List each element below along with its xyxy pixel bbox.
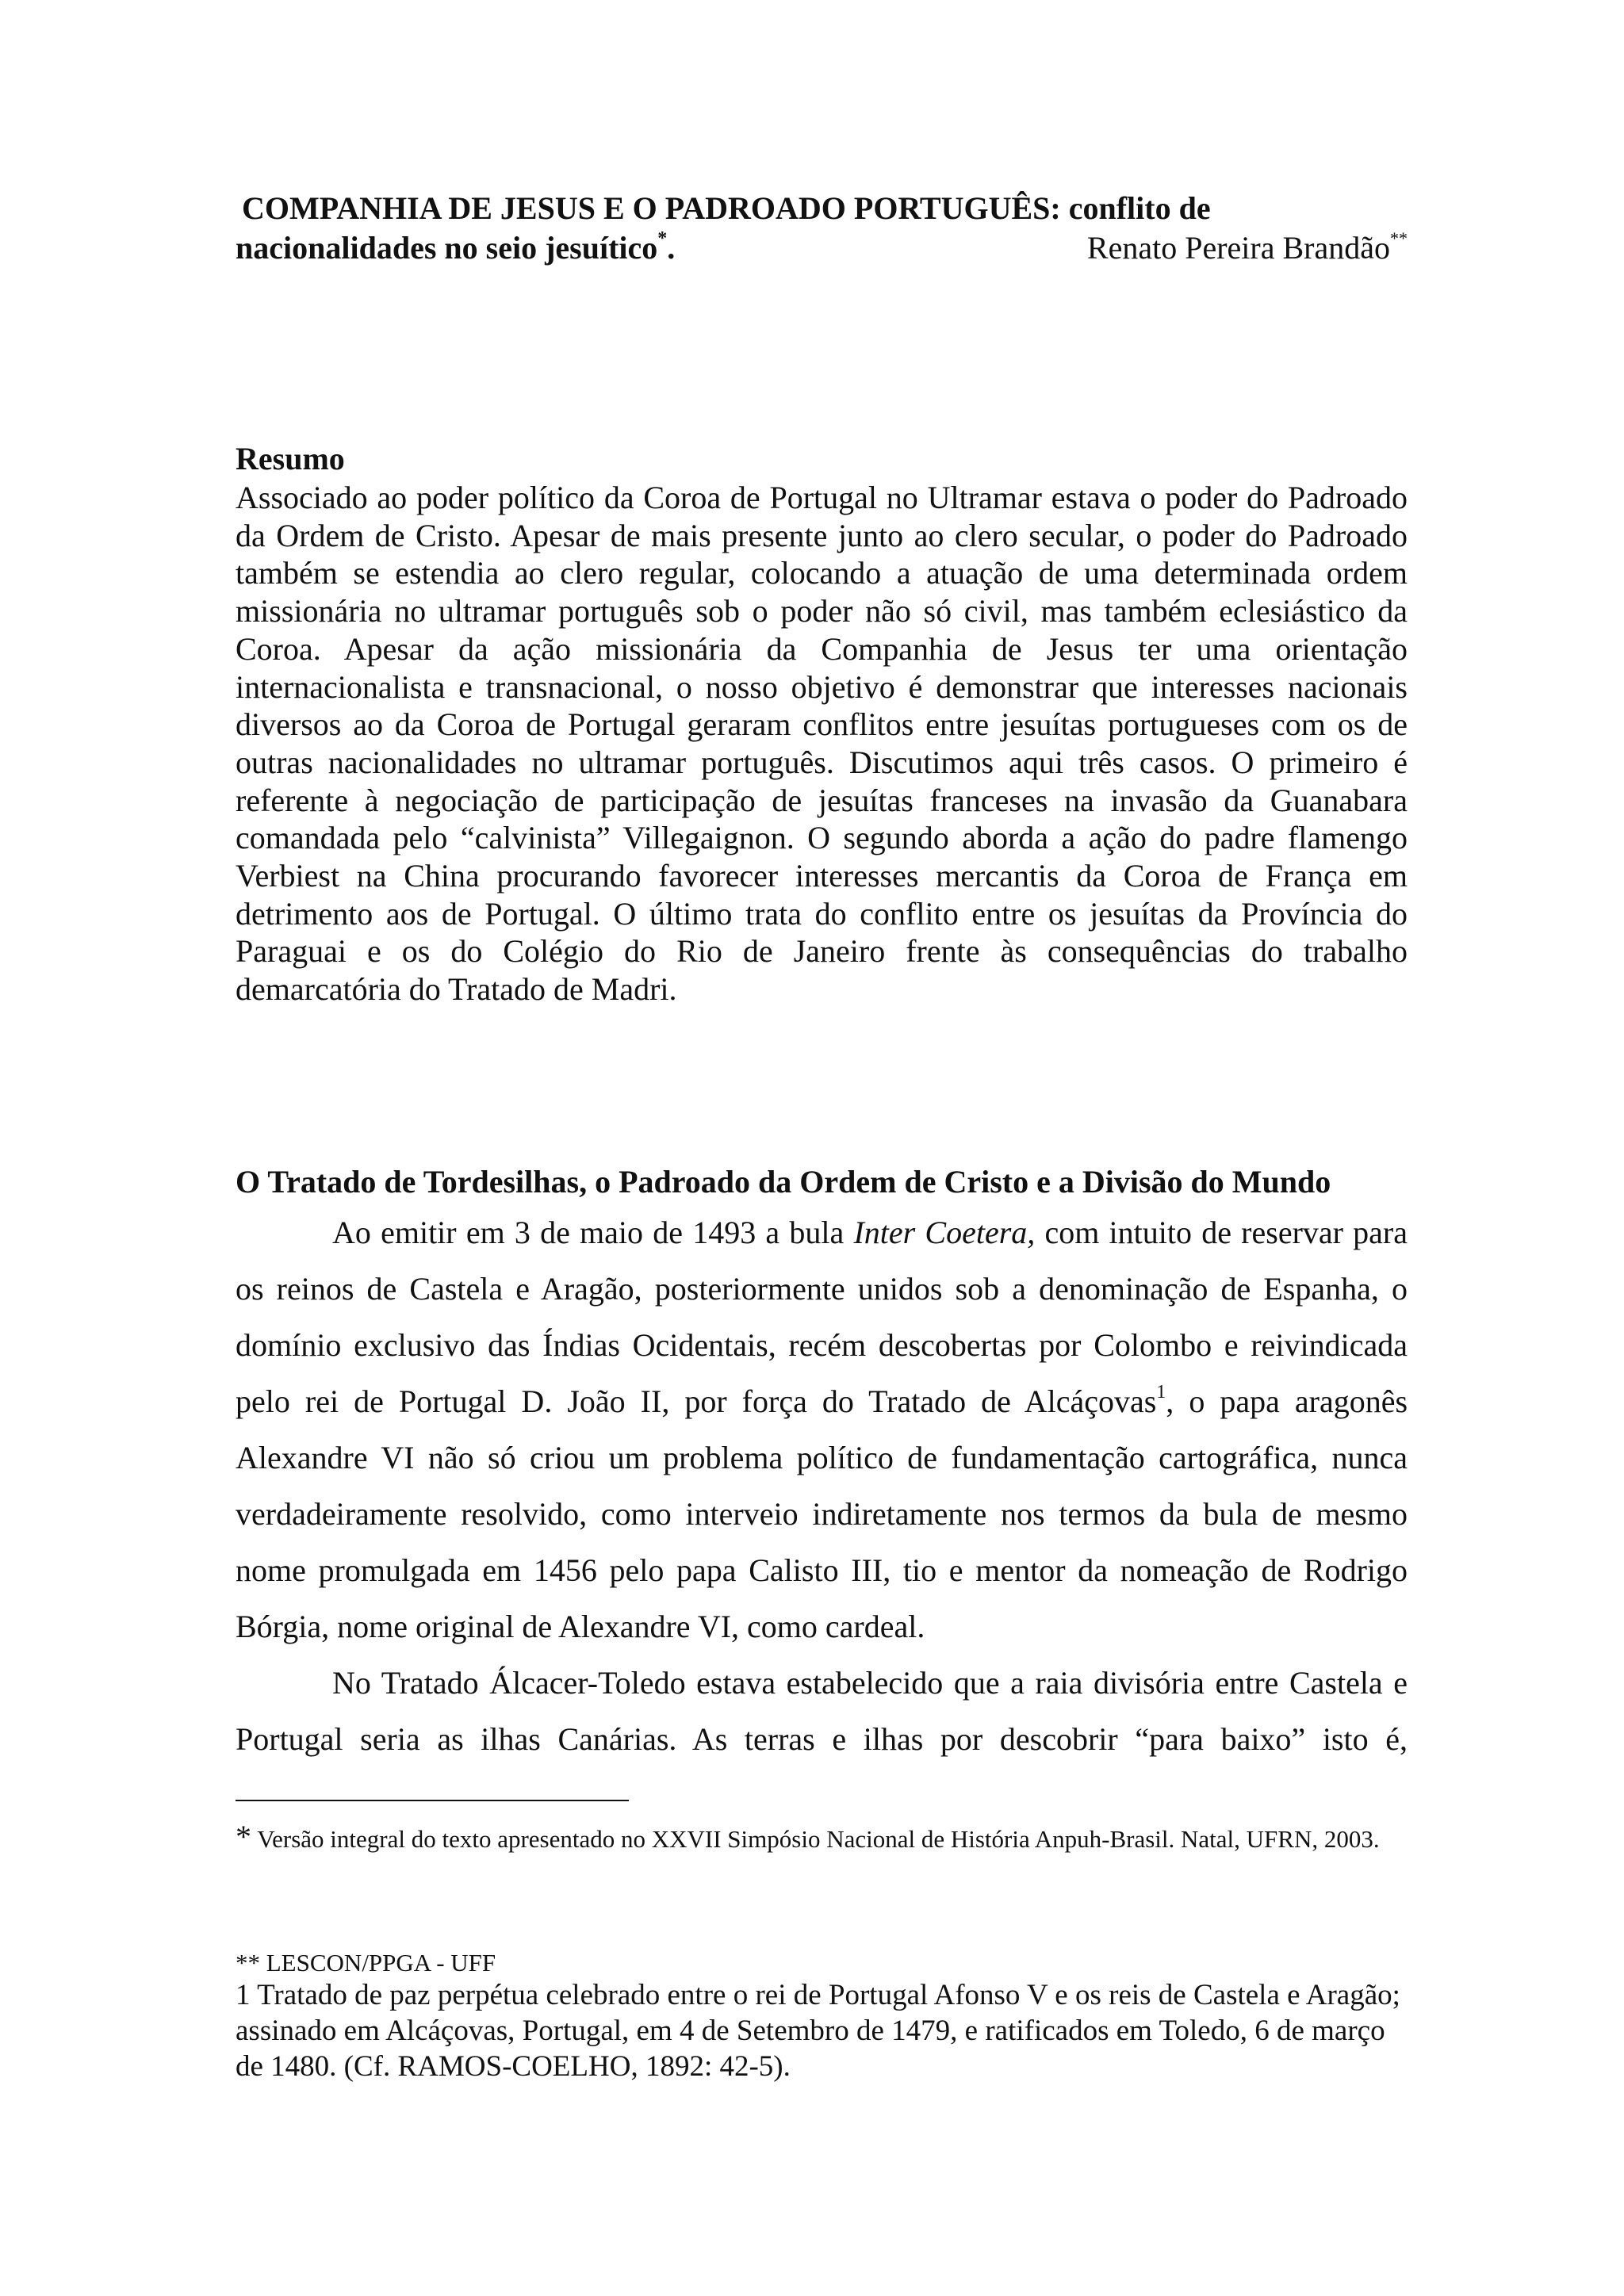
author-footnote-mark[interactable]: ** [1390,228,1408,248]
title-period: . [667,230,676,266]
title-line-1: COMPANHIA DE JESUS E O PADROADO PORTUGUÊS: conflito de [242,190,1211,226]
title-line-2-text: nacionalidades no seio jesuítico [236,230,658,266]
paragraph-1-middle: com intuito de reservar para os reinos de Castela e Aragão, posteriormente unidos sob a denominação de Espanha, o domínio exclusivo das Índias Ocidentais, recém descobertas por Colombo e reivindicada pelo rei de Portugal D. João II, por força do Tratado de Alcáçovas [236,1215,1408,1419]
section-heading: O Tratado de Tordesilhas, o Padroado da Ordem de Cristo e a Divisão do Mundo [236,1164,1331,1200]
author-line [236,228,1408,268]
body-paragraph-1 [236,1204,1408,1655]
abstract-heading: Resumo [236,441,345,476]
footnote-1-mark[interactable]: 1 [1156,1381,1166,1402]
footnote-asterisk-mark: * [236,1819,251,1854]
abstract-text: Associado ao poder político da Coroa de Portugal no Ultramar estava o poder do Padroado da Ordem de Cristo. Apesar de mais presente junto ao clero secular, o poder do Padroado também se estendia ao clero regular, colocando a atuação de uma determinada ordem missionária no ultramar português sob o poder não só civil, mas também eclesiástico da Coroa. Apesar da ação missionária da Companhia de Jesus ter uma orientação internacionalista e transnacional, o nosso objetivo é demonstrar que interesses nacionais diversos ao da Coroa de Portugal geraram conflitos entre jesuítas portugueses com os de outras nacionalidades no ultramar português. Discutimos aqui três casos. O primeiro é referente à negociação de participação de jesuítas franceses na invasão da Guanabara comandada pelo “calvinista” Villegaignon. O segundo aborda a ação do padre flamengo Verbiest na China procurando favorecer interesses mercantis da Coroa de França em detrimento aos de Portugal. O último trata do conflito entre os jesuítas da Província do Paraguai e os do Colégio do Rio de Janeiro frente às consequências do trabalho demarcatória do Tratado de Madri. [236,480,1408,1008]
footnote-asterisk-text: Versão integral do texto apresentado no XXVII Simpósio Nacional de História Anpuh-Brasil. Natal, UFRN, 2003. [251,1825,1380,1853]
paragraph-1-closing: , o papa aragonês Alexandre VI não só criou um problema político de fundamentação cartográfica, nunca verdadeiramente resolvido, como interveio indiretamente nos termos da bula de mesmo nome promulgada em 1456 pelo papa Calisto III, tio e mentor da nomeação de Rodrigo Bórgia, nome original de Alexandre VI, como cardeal. [236,1383,1408,1644]
footnote-1: 1 Tratado de paz perpétua celebrado entre o rei de Portugal Afonso V e os reis de Castela e Aragão; assinado em Alcáçovas, Portugal, em 4 de Setembro de 1479, e ratificados em Toledo, 6 de março de 1480. (Cf. RAMOS-COELHO, 1892: 42-5). [236,1979,1400,2083]
footnote-asterisk [236,1818,1408,1858]
author-name: Renato Pereira Brandão [1086,230,1390,266]
title-footnote-mark[interactable]: * [657,228,668,249]
bull-title-italic: Inter Coetera, [853,1215,1036,1250]
footnote-double-asterisk: ** LESCON/PPGA - UFF [236,1949,496,1976]
footnote-divider [236,1800,629,1801]
paragraph-1-opening: Ao emitir em 3 de maio de 1493 a bula [332,1215,854,1250]
section-body [236,1204,1408,1767]
body-paragraph-2: No Tratado Álcacer-Toledo estava estabelecido que a raia divisória entre Castela e Portugal seria as ilhas Canárias. As terras e ilhas por descobrir “para baixo” isto é, [236,1665,1408,1757]
